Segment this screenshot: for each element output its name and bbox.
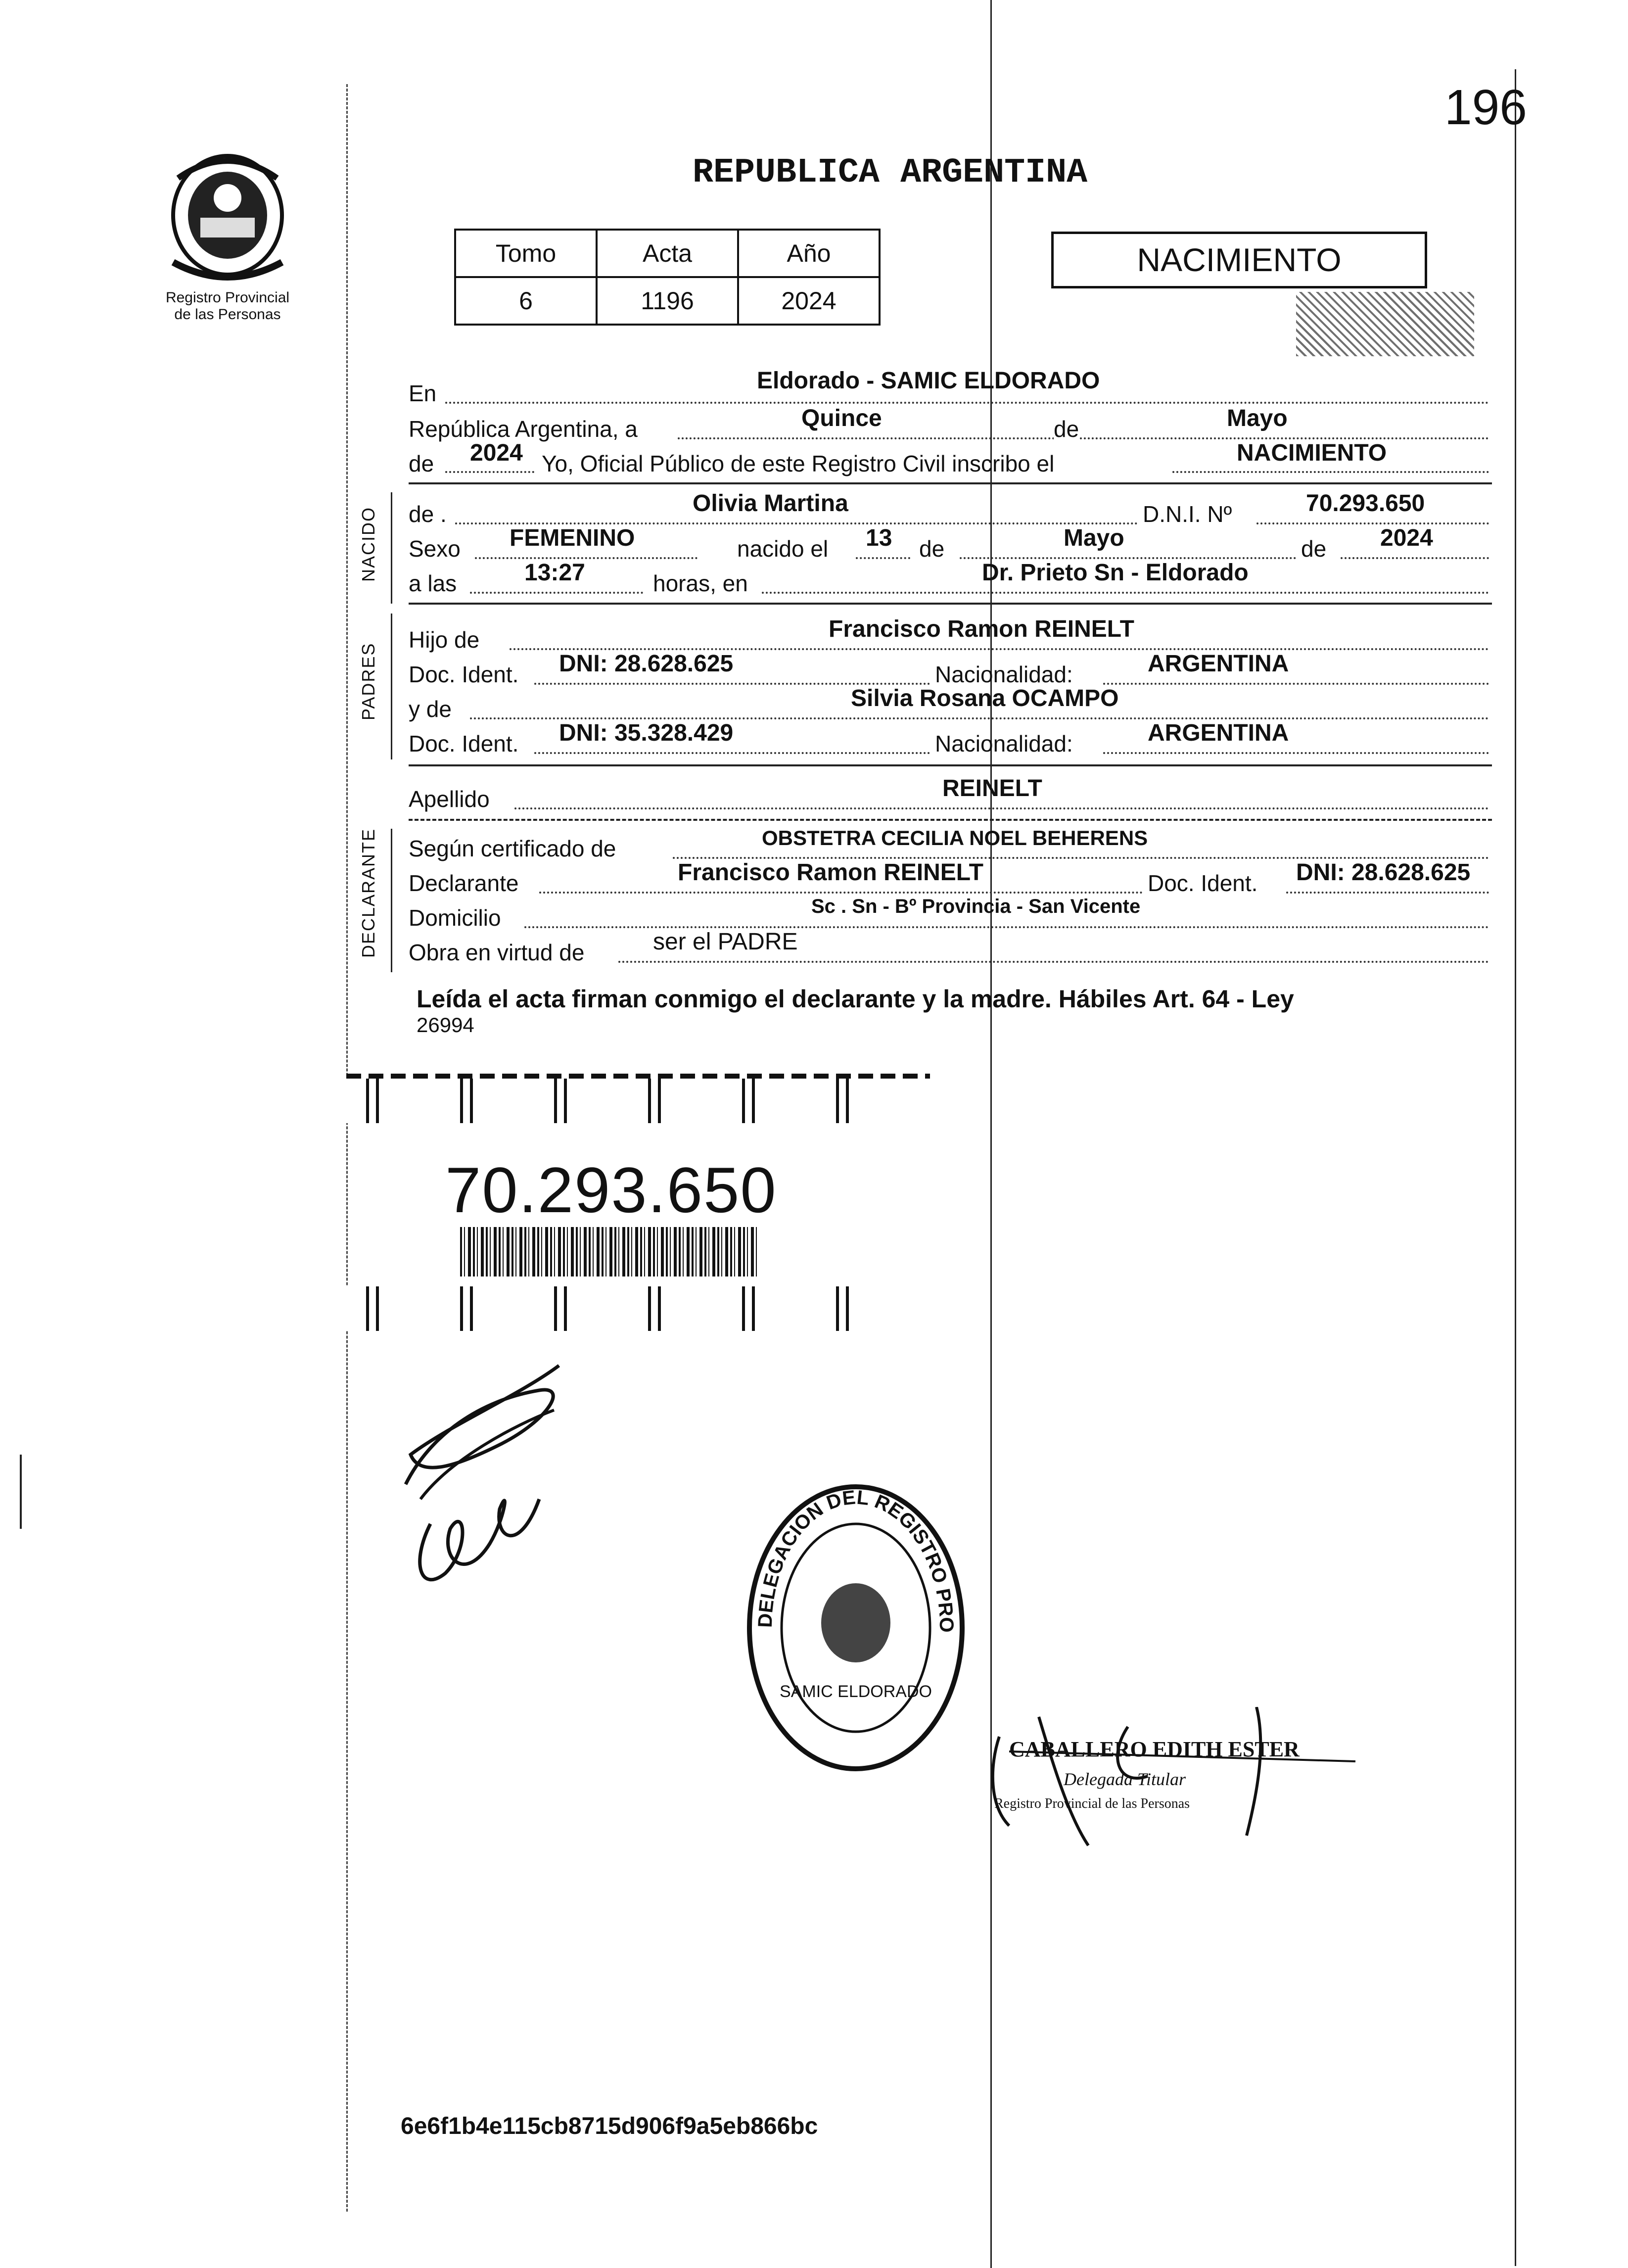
en-label: En [409,380,437,406]
apellido-dots [514,807,1489,809]
official-seal [742,1479,970,1776]
ref-value-tomo: 6 [455,277,597,325]
republic-label: República Argentina, a [409,416,638,442]
obra-dots [618,961,1489,963]
de-label: de [1054,416,1079,442]
horas-en-label: horas, en [653,570,748,596]
declarant-signature [391,1336,599,1613]
domicilio-value: Sc . Sn - Bº Provincia - San Vicente [811,896,1141,917]
padres-bracket [391,614,392,759]
a-las-label: a las [409,570,457,596]
father-nationality-label: Nacionalidad: [935,662,1073,687]
seal-outer-text: DELEGACION DEL REGISTRO PRO [754,1486,958,1633]
header-rule [409,482,1492,484]
father-nationality-value: ARGENTINA [1148,651,1289,677]
declarante-doc-value: DNI: 28.628.625 [1296,859,1471,886]
birth-month-value: Mayo [1064,525,1124,551]
nacido-el-label: nacido el [737,536,829,562]
declarante-doc-dots [1286,892,1489,894]
day-words-value: Quince [801,405,882,431]
fold-line [990,0,992,2268]
registration-dots [1172,471,1489,473]
nacido-section-label: NACIDO [358,506,378,582]
sexo-dots [475,557,698,559]
province-emblem [163,148,292,282]
y-de-label: y de [409,696,452,722]
emblem-caption-line1: Registro Provincial [165,289,290,306]
father-nationality-dots [1103,683,1489,685]
declarante-doc-label: Doc. Ident. [1148,870,1258,896]
officer-stamp-title: Delegada Titular [1064,1769,1186,1789]
birth-year-value: 2024 [1380,525,1433,551]
padres-section-label: PADRES [358,642,378,720]
closing-text-line1: Leída el acta firman conmigo el declarante y la madre. Hábiles Art. 64 - Ley [417,985,1294,1013]
dni-label-number: 70.293.650 [445,1154,777,1226]
father-doc-label: Doc. Ident. [409,662,519,687]
nacido-de-label2: de [919,536,945,562]
security-band-top [346,1079,930,1123]
nacido-rule [409,603,1492,605]
ref-header-ano: Año [738,230,880,277]
officer-stamp-sub: Registro Provincial de las Personas [994,1796,1190,1811]
security-band-bottom [346,1286,930,1331]
hijo-de-label: Hijo de [409,627,480,653]
closing-text-line2: 26994 [417,1013,474,1037]
birth-place-value: Dr. Prieto Sn - Eldorado [982,560,1249,586]
ref-value-ano: 2024 [738,277,880,325]
domicilio-label: Domicilio [409,905,501,931]
month-value: Mayo [1227,405,1288,431]
mother-nationality-value: ARGENTINA [1148,720,1289,746]
security-pattern [1296,292,1474,356]
father-name-value: Francisco Ramon REINELT [829,616,1134,642]
emblem-caption [143,289,312,323]
nacido-bracket [391,492,392,604]
ref-value-acta: 1196 [597,277,738,325]
ref-header-tomo: Tomo [455,230,597,277]
right-margin-line [1515,69,1516,2266]
certificado-label: Según certificado de [409,836,616,861]
apellido-value: REINELT [942,775,1042,802]
apellido-rule [409,819,1492,821]
scan-mark [20,1455,22,1529]
emblem-caption-line2: de las Personas [174,306,281,323]
de2-label: de [409,451,434,476]
obra-label: Obra en virtud de [409,940,585,965]
mother-doc-dots [534,752,930,754]
obra-value: ser el PADRE [653,929,798,955]
birth-day-dots [856,557,910,559]
apellido-label: Apellido [409,786,490,812]
padres-rule [409,764,1492,766]
birth-time-value: 13:27 [524,560,585,586]
document-hash: 6e6f1b4e115cb8715d906f9a5eb866bc [401,2113,818,2139]
country-title: REPUBLICA ARGENTINA [693,153,1088,192]
sexo-value: FEMENINO [510,525,635,551]
year-dots [445,471,534,473]
nacido-de-label3: de [1301,536,1327,562]
ref-header-acta: Acta [597,230,738,277]
birth-place-dots [762,592,1489,594]
registration-type-value: NACIMIENTO [1237,440,1387,466]
act-type-box: NACIMIENTO [1051,232,1427,288]
mother-nationality-label: Nacionalidad: [935,731,1073,756]
page-number: 196 [1444,80,1527,135]
declarante-section-label: DECLARANTE [358,828,378,958]
mother-doc-label: Doc. Ident. [409,731,519,756]
place-value: Eldorado - SAMIC ELDORADO [757,368,1100,394]
seal-inner-text: SAMIC ELDORADO [780,1682,932,1701]
mother-name-value: Silvia Rosana OCAMPO [851,685,1119,711]
dni-value: 70.293.650 [1306,490,1425,517]
declarante-label: Declarante [409,870,519,896]
dni-label: D.N.I. Nº [1143,501,1232,527]
en-dots [445,402,1489,404]
sexo-label: Sexo [409,536,461,562]
barcode [460,1227,757,1276]
officer-text: Yo, Oficial Público de este Registro Civil inscribo el [542,451,1055,476]
reference-table [454,229,881,326]
declarante-bracket [391,829,392,972]
dni-dots [1256,522,1489,524]
declarante-value: Francisco Ramon REINELT [678,859,983,886]
declarante-dots [539,892,1143,894]
nacido-de-label: de . [409,501,447,527]
year-value: 2024 [470,440,523,466]
name-value: Olivia Martina [693,490,848,517]
left-margin-line [346,84,348,2212]
officer-stamp-name: CABALLERO EDITH ESTER [1009,1737,1300,1761]
mother-nationality-dots [1103,752,1489,754]
father-doc-value: DNI: 28.628.625 [559,651,734,677]
time-dots [470,592,643,594]
security-band-edge [346,1074,930,1079]
mother-doc-value: DNI: 35.328.429 [559,720,734,746]
birth-year-dots [1341,557,1489,559]
certificado-value: OBSTETRA CECILIA NOEL BEHERENS [762,826,1148,850]
birth-day-value: 13 [866,525,892,551]
